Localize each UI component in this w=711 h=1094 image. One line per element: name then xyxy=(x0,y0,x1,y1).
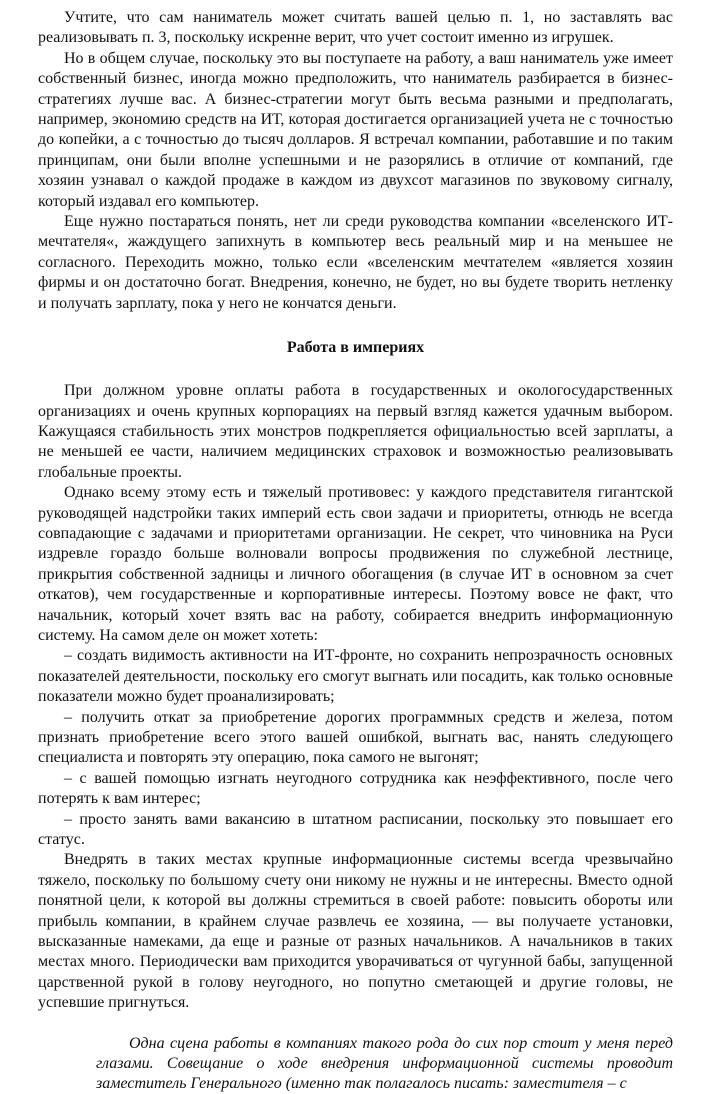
section-heading-block xyxy=(38,338,673,358)
list-item: – просто занять вами вакансию в штатном расписании, поскольку это повышает его статус. xyxy=(38,810,673,849)
section-empires xyxy=(38,381,673,1094)
list-item: – создать видимость активности на ИТ-фронте, но сохранить непрозрачность основных показателей деятельности, поскольку его смогут выгнать или посадить, как только основные показатели можно будет проанализировать; xyxy=(38,647,673,706)
quote-paragraph: Одна сцена работы в компаниях такого рода до сих пор стоит у меня перед глазами. Совещание о ходе внедрения информационной системы проводит заместитель Генерального (именно так полагалось писать: заместителя – с xyxy=(96,1034,673,1093)
paragraph: Внедрять в таких местах крупные информационные системы всегда чрезвычайно тяжело, поскольку по большому счету они никому не нужны и не интересны. Вместо одной понятной цели, к которой вы должны стремиться в своей работе: повысить обороты или прибыль компании, в крайнем случае развлечь ее хозяина, — вы получаете установки, высказанные намеками, да еще и разные от разных начальников. А начальников в таких местах много. Периодически вам приходится уворачиваться от чугунной бабы, запущенной царственной рукой в голову неугодного, но попутно сметающей и другие головы, не успевшие пригнуться. xyxy=(38,851,673,1012)
list-item: – с вашей помощью изгнать неугодного сотрудника как неэффективного, после чего потерять к вам интерес; xyxy=(38,769,673,808)
paragraph: При должном уровне оплаты работа в государственных и окологосударственных организациях и очень крупных корпорациях на первый взгляд кажется удачным выбором. Кажущаяся стабильность этих монстров подкрепляется официальностью всей зарплаты, а не меньшей ее части, наличием медицинских страховок и возможностью реализовывать глобальные проекты. xyxy=(38,382,673,481)
paragraph: Но в общем случае, поскольку это вы поступаете на работу, а ваш наниматель уже имеет собственный бизнес, иногда можно предположить, что наниматель разбирается в бизнес-стратегиях лучше вас. А бизнес-стратегии могут быть весьма разными и предполагать, например, экономию средств на ИТ, которая достигается организацией учета не с точностью до копейки, а с точностью до тысяч долларов. Я встречал компании, работавшие и по таким принципам, они были вполне успешными и не разорялись в отличие от компаний, где хозяин узнавал о каждой продаже в каждом из двухсот магазинов по звуковому сигналу, который издавал его компьютер. xyxy=(38,49,673,210)
section-heading: Работа в империях xyxy=(286,339,425,357)
paragraph: Учтите, что сам наниматель может считать вашей целью п. 1, но заставлять вас реализовывать п. 3, поскольку искренне верит, что учет состоит именно из игрушек. xyxy=(38,9,673,47)
paragraph: Однако всему этому есть и тяжелый противовес: у каждого представителя гигантской руководящей надстройки таких империй есть свои задачи и приоритеты, отнюдь не всегда совпадающие с задачами и приоритетами организации. Не секрет, что чиновника на Руси издревле гораздо больше волновали вопросы продвижения по служебной лестнице, прикрытия собственной задницы и личного обогащения (в случае ИТ в основном за счет откатов), чем государственные и корпоративные интересы. Поэтому вовсе не факт, что начальник, который хочет взять вас на работу, собирается внедрить информационную систему. На самом деле он может хотеть: xyxy=(38,484,673,644)
section-intro xyxy=(38,8,673,314)
paragraph: Еще нужно постараться понять, нет ли среди руководства компании «вселенского ИТ-мечтателя«, жаждущего запихнуть в компьютер весь реальный мир и на меньшее не согласного. Переходить можно, только если «вселенским мечтателем «является хозяин фирмы и он достаточно богат. Внедрения, конечно, не будет, но вы будете творить нетленку и получать зарплату, пока у него не кончатся деньги. xyxy=(38,213,673,312)
list-item: – получить откат за приобретение дорогих программных средств и железа, потом признать приобретение всего этого вашей ошибкой, выгнать вас, нанять следующего специалиста и повторять эту операцию, пока самого не выгонят; xyxy=(38,708,673,767)
